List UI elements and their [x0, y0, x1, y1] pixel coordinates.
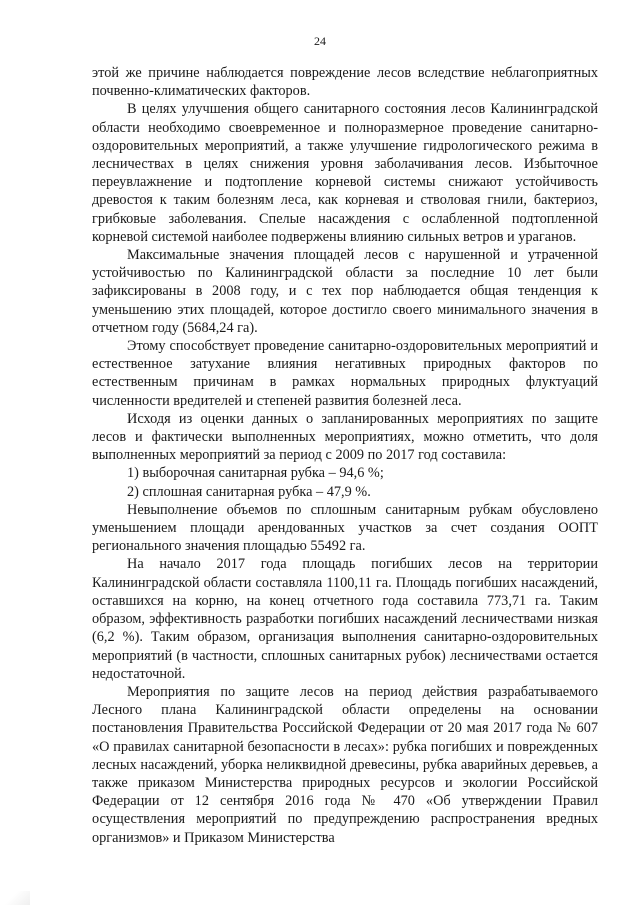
paragraph-completed-measures: Исходя из оценки данных о запланированных мероприятиях по защите лесов и фактически выполненных мероприятиях, можно отметить, что доля выполненных мероприятий за период с 2009 по 2017 год составила: — [92, 410, 598, 464]
page-number: 24 — [314, 34, 326, 48]
list-item-selective-felling: 1) выборочная санитарная рубка – 94,6 %; — [127, 465, 384, 482]
scan-edge-shadow — [0, 891, 30, 905]
paragraph-contributing-factors: Этому способствует проведение санитарно-оздоровительных мероприятий и естественное затухание влияния негативных природных факторов по естественным причинам в рамках нормальных природных флуктуаций численности вредителей и степеней развития болезней леса. — [92, 338, 598, 409]
paragraph-sanitary-improvement: В целях улучшения общего санитарного состояния лесов Калининградской области необходимо своевременное и полноразмерное проведение санитарно-оздоровительных мероприятий, а также улучшение гидрологического режима в лесничествах в целях снижения уровня заболачивания лесов. Избыточное переувлажнение и подтопление корневой системы снижают устойчивость древостоя к таким болезням леса, как корневая и стволовая гнили, бактериоз, грибковые заболевания. Спелые насаждения с ослабленной подтопленной корневой системой наиболее подвержены влиянию сильных ветров и ураганов. — [92, 101, 598, 245]
document-body — [92, 64, 598, 847]
paragraph-non-fulfillment: Невыполнение объемов по сплошным санитарным рубкам обусловлено уменьшением площади арендованных участков за счет создания ООПТ регионального значения площадью 55492 га. — [92, 501, 598, 555]
paragraph-dead-forests: На начало 2017 года площадь погибших лесов на территории Калининградской области составляла 1100,11 га. Площадь погибших насаждений, оставшихся на корню, на конец отчетного года составила 773,71 га. Таким образом, эффективность разработки погибших насаждений лесничествами низкая (6,2 %). Таким образом, организация выполнения санитарно-оздоровительных мероприятий (в частности, сплошных санитарных рубок) лесничествами остается недостаточной. — [92, 556, 598, 682]
paragraph-protection-measures: Мероприятия по защите лесов на период действия разрабатываемого Лесного плана Калининградской области определены на основании постановления Правительства Российской Федерации от 20 мая 2017 года № 607 «О правилах санитарной безопасности в лесах»: рубка погибших и поврежденных лесных насаждений, уборка неликвидной древесины, рубка аварийных деревьев, а также приказом Министерства природных ресурсов и экологии Российской Федерации от 12 сентября 2016 года № 470 «Об утверждении Правил осуществления мероприятий по предупреждению распространения вредных организмов» и Приказом Министерства — [92, 683, 598, 846]
paragraph-max-damaged-areas: Максимальные значения площадей лесов с нарушенной и утраченной устойчивостью по Калининградской области за последние 10 лет были зафиксированы в 2008 году, и с тех пор наблюдается общая тенденция к уменьшению этих площадей, которое достигло своего минимального значения в отчетном году (5684,24 га). — [92, 247, 598, 336]
paragraph-continuation: этой же причине наблюдается повреждение лесов вследствие неблагоприятных почвенно-климатических факторов. — [92, 65, 598, 100]
list-item-clear-felling: 2) сплошная санитарная рубка – 47,9 %. — [127, 483, 371, 500]
